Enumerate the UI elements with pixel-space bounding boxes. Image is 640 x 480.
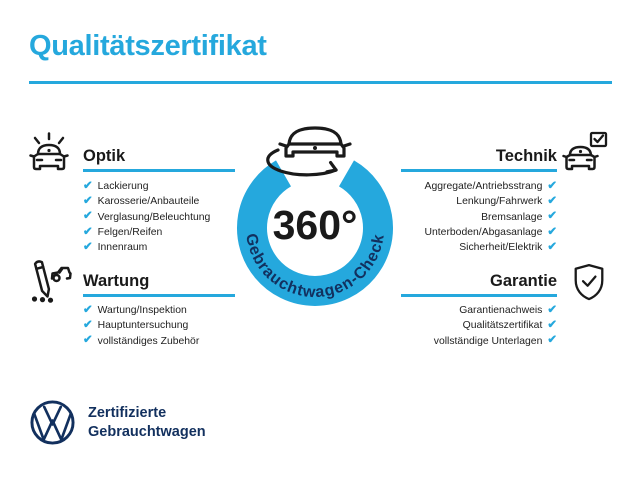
vw-logo <box>29 399 76 446</box>
item-label: Wartung/Inspektion <box>97 305 187 317</box>
check-icon: ✔ <box>547 225 557 238</box>
shield-check-icon <box>567 258 611 308</box>
checklist-item <box>337 334 557 349</box>
garantie-underline <box>401 294 557 297</box>
checklist-item <box>83 194 210 209</box>
page-title: Qualitätszertifikat <box>29 30 267 62</box>
item-label: vollständige Unterlagen <box>433 335 543 347</box>
technik-underline <box>401 169 557 172</box>
item-label: Verglasung/Beleuchtung <box>97 211 211 223</box>
item-label: Sicherheit/Elektrik <box>459 242 543 254</box>
check-icon: ✔ <box>83 210 93 223</box>
checklist-item <box>83 334 199 349</box>
section-title-garantie: Garantie <box>490 272 557 290</box>
check-icon: ✔ <box>547 319 557 332</box>
optik-checklist <box>83 179 210 255</box>
optik-underline <box>83 169 235 172</box>
ring-label: Gebrauchtwagen-Check <box>242 232 388 302</box>
check-icon: ✔ <box>547 303 557 316</box>
check-icon: ✔ <box>83 319 93 332</box>
car-shine-icon <box>25 128 73 178</box>
item-label: Lenkung/Fahrwerk <box>456 196 543 208</box>
car-checkbox-icon <box>562 128 610 178</box>
check-icon: ✔ <box>83 195 93 208</box>
pencil-car-icon <box>25 256 73 306</box>
item-label: Qualitätszertifikat <box>462 320 543 332</box>
item-label: Karosserie/Anbauteile <box>97 196 200 208</box>
check-icon: ✔ <box>547 334 557 347</box>
section-title-technik: Technik <box>495 147 557 165</box>
checklist-item <box>83 303 199 318</box>
item-label: Aggregate/Antriebsstrang <box>424 181 543 193</box>
item-label: Unterboden/Abgasanlage <box>424 227 543 239</box>
checklist-item <box>83 318 199 333</box>
item-label: vollständiges Zubehör <box>97 335 200 347</box>
brand-claim-line1: Zertifizierte <box>88 405 167 421</box>
item-label: Bremsanlage <box>481 211 543 223</box>
item-label: Hauptuntersuchung <box>97 320 189 332</box>
check-icon: ✔ <box>83 241 93 254</box>
brand-claim-line2: Gebrauchtwagen <box>88 423 206 440</box>
check-icon: ✔ <box>547 241 557 254</box>
check-icon: ✔ <box>83 225 93 238</box>
checklist-item <box>83 240 210 255</box>
check-icon: ✔ <box>547 210 557 223</box>
checklist-item <box>83 210 210 225</box>
degree-label: 360° <box>272 202 358 248</box>
item-label: Felgen/Reifen <box>97 227 163 239</box>
checklist-item <box>83 225 210 240</box>
brand-claim <box>88 404 206 441</box>
checklist-item <box>83 179 210 194</box>
item-label: Lackierung <box>97 181 149 193</box>
check-icon: ✔ <box>547 179 557 192</box>
section-title-wartung: Wartung <box>83 272 150 290</box>
check-icon: ✔ <box>83 179 93 192</box>
check-icon: ✔ <box>83 334 93 347</box>
wartung-checklist <box>83 303 199 349</box>
section-title-optik: Optik <box>83 147 126 165</box>
check-icon: ✔ <box>547 195 557 208</box>
wartung-underline <box>83 294 235 297</box>
item-label: Garantienachweis <box>459 305 543 317</box>
360-check-badge <box>232 122 408 318</box>
header-divider <box>29 81 612 84</box>
item-label: Innenraum <box>97 242 148 254</box>
checklist-item <box>337 318 557 333</box>
check-icon: ✔ <box>83 303 93 316</box>
